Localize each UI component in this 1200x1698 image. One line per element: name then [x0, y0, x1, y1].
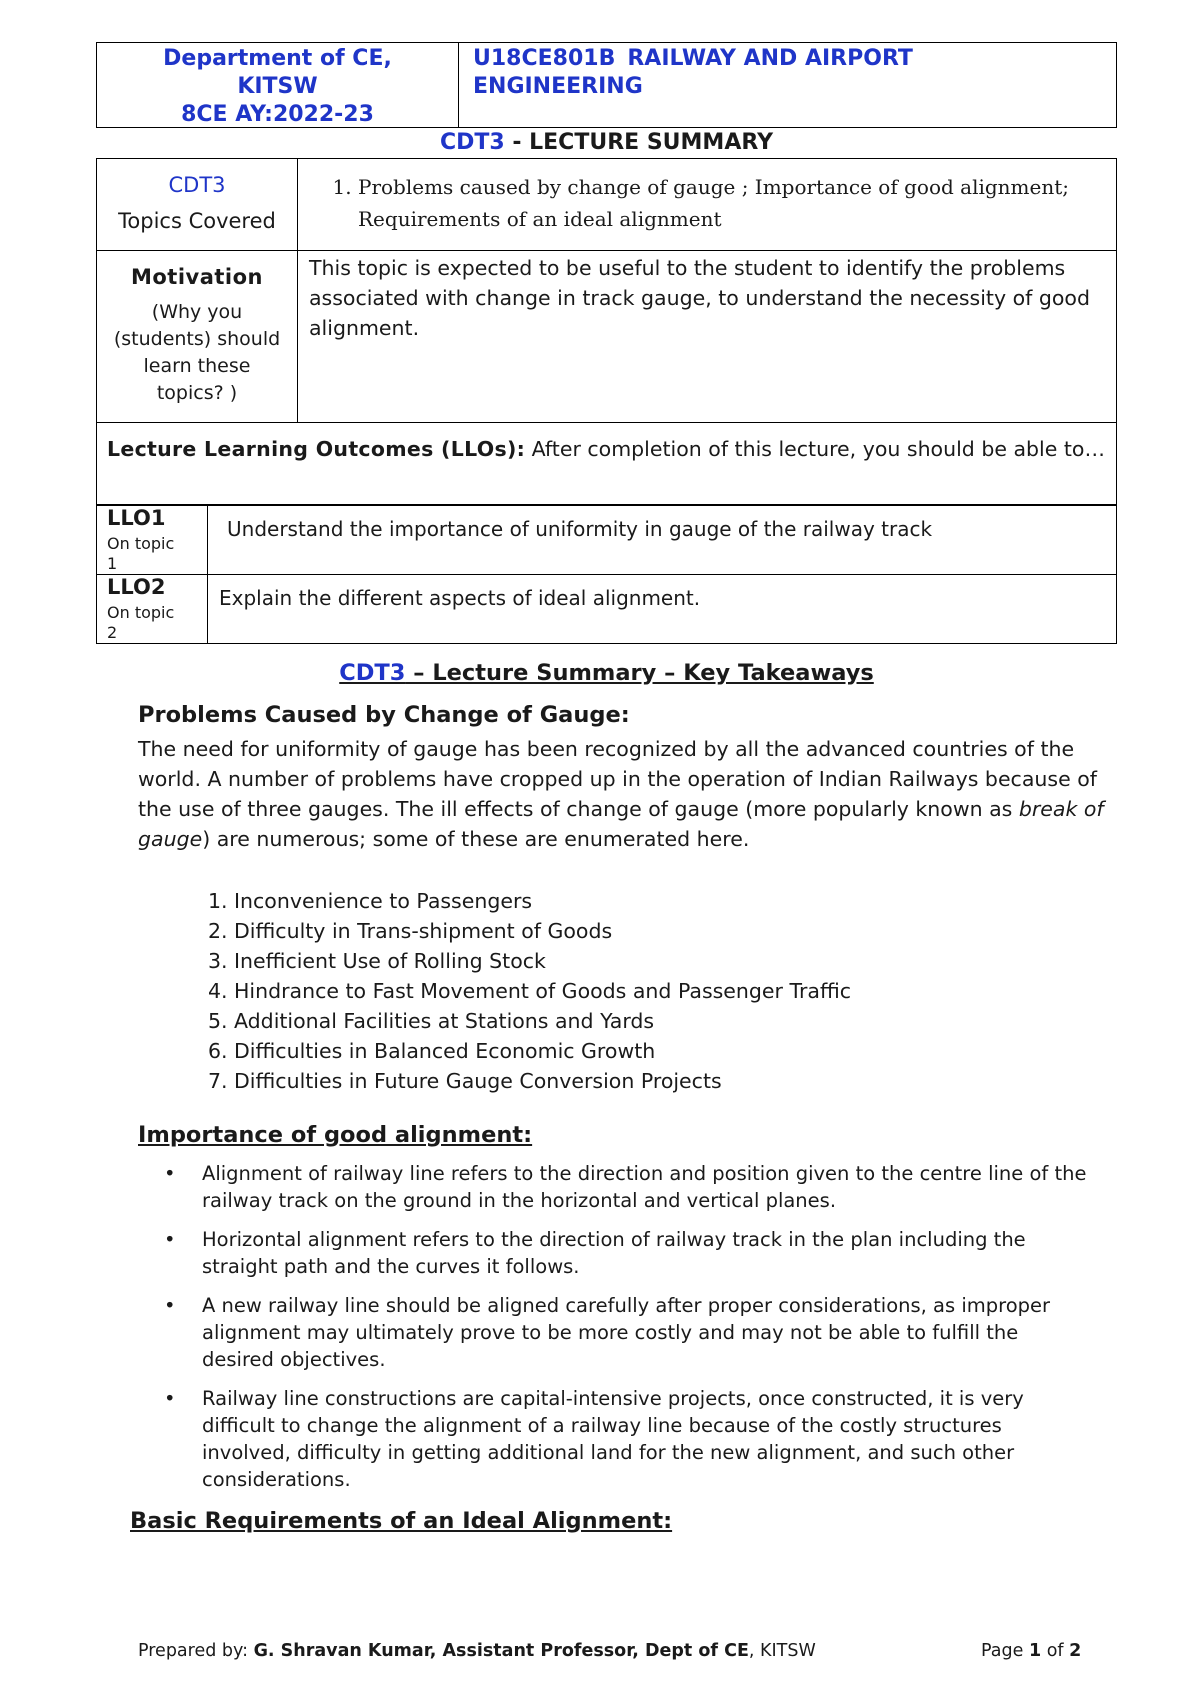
list-number: 2. [208, 919, 228, 943]
page-of: of [1041, 1641, 1070, 1661]
bullet-text: Horizontal alignment refers to the direction of railway track in the plan including the straight path and the curves it follows. [202, 1228, 1026, 1278]
page-current: 1 [1028, 1641, 1042, 1661]
bullet-text: Railway line constructions are capital-intensive projects, once constructed, it is very difficult to change the alignment of a railway line because of the costly structures involved, difficulty in getting additional land for the new alignment, and such other considerations. [202, 1387, 1024, 1491]
llo1-on: On topic [107, 534, 175, 553]
motivation-subtitle-line: topics? ) [156, 382, 238, 404]
list-item [208, 886, 851, 916]
bullet-icon: • [164, 1387, 176, 1410]
list-text: Difficulties in Balanced Economic Growth [234, 1039, 656, 1063]
llo1-text: Understand the importance of uniformity in gauge of the railway track [227, 517, 933, 541]
bullet-text: A new railway line should be aligned carefully after proper considerations, as improper alignment may ultimately prove to be more costly and may not be able to fulfill the desired objectives. [202, 1294, 1051, 1371]
list-item [208, 976, 851, 1006]
list-text: Difficulties in Future Gauge Conversion Projects [234, 1069, 722, 1093]
page-total: 2 [1069, 1641, 1082, 1661]
dept-line-3: 8CE AY:2022-23 [181, 102, 374, 127]
motivation-text: This topic is expected to be useful to the student to identify the problems associated with change in track gauge, to understand the necessity of good alignment. [309, 256, 1090, 340]
prepared-name: G. Shravan Kumar, Assistant Professor, Dept of CE [253, 1641, 749, 1661]
problems-list [208, 886, 851, 1096]
prepared-tail: , KITSW [748, 1641, 816, 1661]
list-number: 6. [208, 1039, 228, 1063]
importance-heading: Importance of good alignment: [138, 1122, 533, 1148]
page-number [981, 1641, 1081, 1661]
bullet-item [160, 1226, 1090, 1280]
llo2-text-cell [208, 575, 1117, 644]
topics-list [298, 171, 1116, 235]
llo-intro-cell [97, 423, 1117, 505]
header-table [96, 42, 1117, 128]
department-cell [97, 43, 459, 127]
topics-label-cell [97, 159, 298, 251]
list-number: 7. [208, 1069, 228, 1093]
list-text: Inefficient Use of Rolling Stock [234, 949, 546, 973]
footer-prepared-by [138, 1641, 816, 1661]
list-number: 4. [208, 979, 228, 1003]
motivation-content-cell [298, 251, 1117, 423]
llo2-num: 2 [107, 623, 118, 642]
dept-line-2: KITSW [237, 74, 318, 99]
problems-para-after: ) are numerous; some of these are enumerated here. [202, 827, 750, 851]
course-cell [459, 43, 1116, 127]
llo1-num: 1 [107, 554, 118, 573]
list-number: 5. [208, 1009, 228, 1033]
llo1-text-cell [208, 506, 1117, 575]
key-takeaways-title [96, 660, 1117, 686]
llo-table [96, 505, 1117, 644]
motivation-label-cell [97, 251, 298, 423]
prepared-label: Prepared by: [138, 1641, 254, 1661]
llo2-label-cell [97, 575, 208, 644]
summary-cdt: CDT3 [439, 130, 505, 155]
list-text: Difficulty in Trans-shipment of Goods [234, 919, 613, 943]
key-rest: – Lecture Summary – Key Takeaways [405, 660, 874, 686]
course-name-line-1: RAILWAY AND AIRPORT [627, 46, 913, 71]
topics-cdt: CDT3 [168, 173, 226, 197]
llo-intro-text: After completion of this lecture, you should be able to… [525, 437, 1105, 461]
llo2-id: LLO2 [107, 575, 166, 599]
bullet-item [160, 1385, 1090, 1493]
llo1-id: LLO1 [107, 506, 166, 530]
bullet-icon: • [164, 1228, 176, 1251]
bullet-text: Alignment of railway line refers to the direction and position given to the centre line of the railway track on the ground in the horizontal and vertical planes. [202, 1162, 1087, 1212]
key-cdt: CDT3 [339, 660, 406, 686]
problems-para-italic: break of gauge [138, 797, 1104, 851]
list-text: Hindrance to Fast Movement of Goods and Passenger Traffic [234, 979, 852, 1003]
llo2-on: On topic [107, 603, 175, 622]
topic-item: 1. Problems caused by change of gauge ; Importance of good alignment; Requirements of an ideal alignment [358, 171, 1116, 235]
list-number: 1. [208, 889, 228, 913]
list-item [208, 1036, 851, 1066]
list-item [208, 946, 851, 976]
llo1-label-cell [97, 506, 208, 575]
bullet-item [160, 1160, 1090, 1214]
topics-content-cell [298, 159, 1117, 251]
motivation-title: Motivation [130, 265, 264, 289]
list-number: 3. [208, 949, 228, 973]
course-name-line-2: ENGINEERING [473, 74, 643, 99]
list-item [208, 1066, 851, 1096]
list-text: Inconvenience to Passengers [234, 889, 533, 913]
importance-bullets [160, 1160, 1090, 1505]
list-item [208, 1006, 851, 1036]
dept-line-1: Department of CE, [163, 46, 392, 71]
motivation-subtitle [97, 299, 297, 407]
bullet-icon: • [164, 1162, 176, 1185]
bullet-item [160, 1292, 1090, 1373]
problems-para-before: The need for uniformity of gauge has been recognized by all the advanced countries of the world. A number of problems have cropped up in the operation of Indian Railways because of the use of three gauges. The ill effects of change of gauge (more popularly known as [138, 737, 1097, 821]
lecture-summary-title [96, 129, 1117, 157]
topics-label: Topics Covered [118, 209, 276, 233]
bullet-icon: • [164, 1294, 176, 1317]
motivation-subtitle-line: (students) should [113, 328, 281, 350]
problems-heading: Problems Caused by Change of Gauge: [138, 702, 630, 728]
motivation-subtitle-line: learn these [143, 355, 251, 377]
course-code: U18CE801B [473, 46, 616, 71]
llo2-text: Explain the different aspects of ideal alignment. [219, 586, 701, 610]
problems-paragraph [138, 734, 1113, 854]
page-label: Page [981, 1641, 1029, 1661]
llo-label: Lecture Learning Outcomes (LLOs): [107, 437, 526, 461]
basic-requirements-heading: Basic Requirements of an Ideal Alignment: [130, 1508, 673, 1534]
lecture-info-table [96, 158, 1117, 505]
summary-rest: - LECTURE SUMMARY [504, 130, 774, 155]
list-item [208, 916, 851, 946]
list-text: Additional Facilities at Stations and Yards [234, 1009, 655, 1033]
motivation-subtitle-line: (Why you [151, 301, 243, 323]
